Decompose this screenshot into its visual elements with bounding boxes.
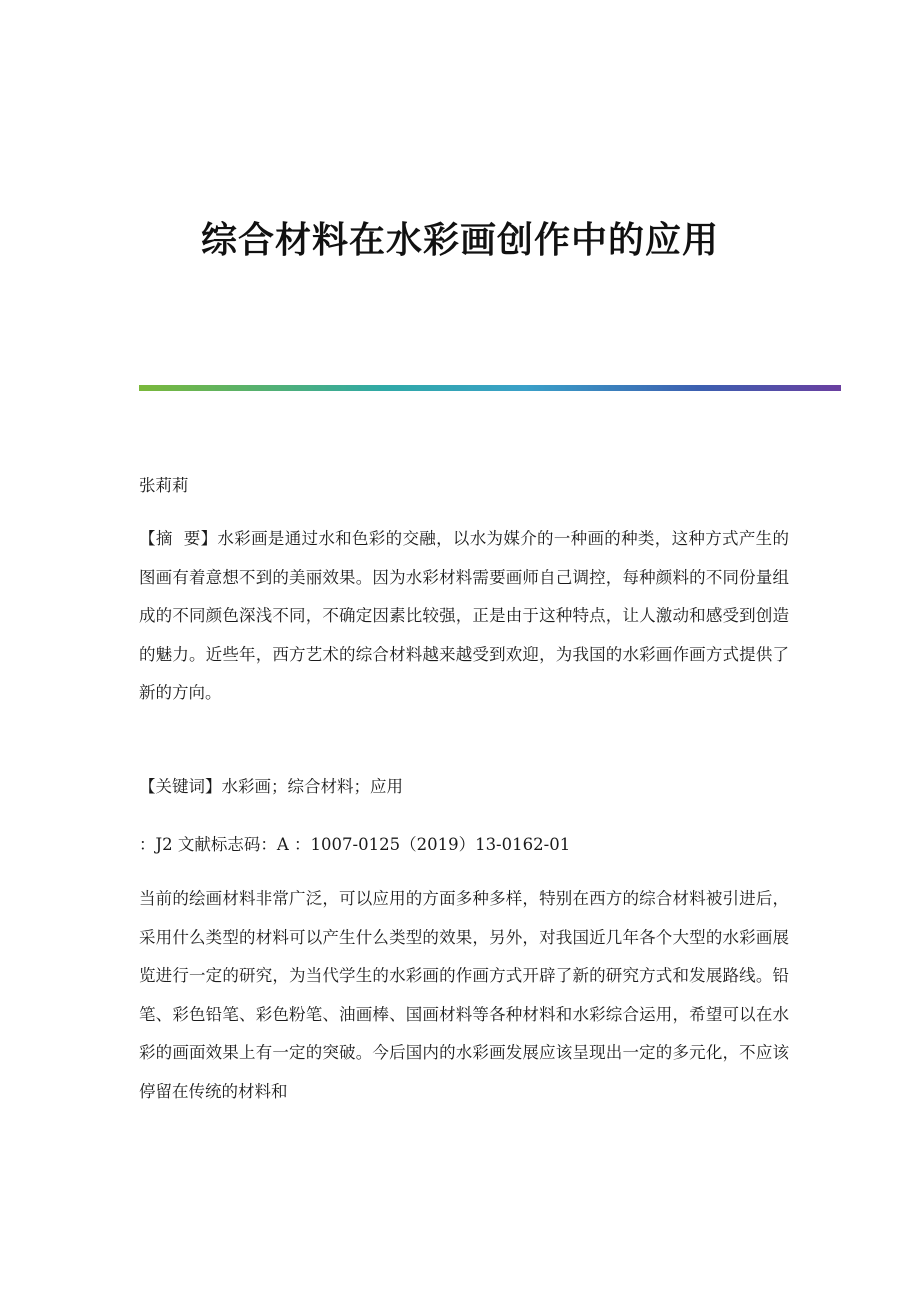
- keywords-line: [139, 771, 789, 803]
- author-name: 张莉莉: [139, 476, 189, 495]
- document-title: 综合材料在水彩画创作中的应用: [200, 219, 719, 261]
- keywords-text: 水彩画；综合材料；应用: [221, 777, 403, 796]
- body-paragraph: 当前的绘画材料非常广泛，可以应用的方面多种多样，特别在西方的综合材料被引进后，采用什么类型的材料可以产生什么类型的效果，另外，对我国近几年各个大型的水彩画展览进行一定的研究，为当代学生的水彩画的作画方式开辟了新的研究方式和发展路线。铅笔、彩色铅笔、彩色粉笔、油画棒、国画材料等各种材料和水彩综合运用，希望可以在水彩的画面效果上有一定的突破。今后国内的水彩画发展应该呈现出一定的多元化，不应该停留在传统的材料和: [139, 889, 789, 1101]
- classification-line: ：J2 文献标志码：A ：1007-0125（2019）13-0162-01: [139, 835, 571, 854]
- abstract-paragraph: [139, 520, 789, 713]
- abstract-text: 水彩画是通过水和色彩的交融，以水为媒介的一种画的种类，这种方式产生的图画有着意想不到的美丽效果。因为水彩材料需要画师自己调控，每种颜料的不同份量组成的不同颜色深浅不同，不确定因素比较强，正是由于这种特点，让人激动和感受到创造的魅力。近些年，西方艺术的综合材料越来越受到欢迎，为我国的水彩画作画方式提供了新的方向。: [139, 529, 789, 702]
- abstract-label: 【摘 要】: [139, 529, 218, 548]
- keywords-label: 【关键词】: [139, 777, 222, 796]
- decorative-gradient-rule: [139, 385, 841, 391]
